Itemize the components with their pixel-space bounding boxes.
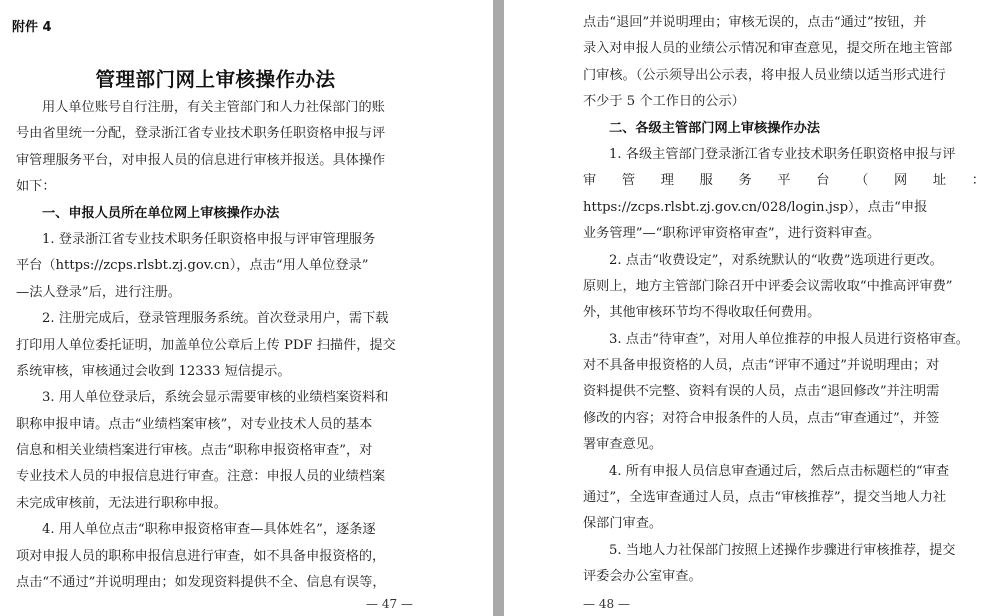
text-line: 点击“退回”并说明理由；审核无误的，点击“通过”按钮，并: [583, 15, 927, 30]
text-line: 修改的内容；对符合申报条件的人员，点击“审查通过”，并签: [583, 410, 940, 426]
text-char: 管: [621, 173, 636, 189]
text-line: 4. 用人单位点击“职称申报资格审查—具体姓名”，逐条逐: [42, 522, 376, 538]
text-line: 打印用人单位委托证明，加盖单位公章后上传 PDF 扫描件，提交: [16, 337, 396, 353]
text-line: 业务管理”—“职称评审资格审查”，进行资料审查。: [583, 226, 881, 242]
text-char: 务: [738, 173, 752, 189]
text-char: （: [855, 173, 869, 189]
text-line: 资料提供不完整、资料有误的人员，点击“退回修改”并注明需: [583, 384, 940, 400]
text-line: https://zcps.rlsbt.zj.gov.cn/028/login.jsp），点击“申报: [583, 199, 928, 215]
text-char: 平: [777, 173, 791, 189]
text-line: 号由省里统一分配，登录浙江省专业技术职务任职资格申报与评: [16, 126, 386, 142]
text-line: —法人登录”后，进行注册。: [16, 284, 181, 300]
text-line: 署审查意见。: [583, 437, 663, 453]
text-line: 2. 点击“收费设定”，对系统默认的“收费”选项进行更改。: [609, 252, 943, 268]
text-line: 对不具备申报资格的人员，点击“评审不通过”并说明理由；对: [583, 358, 940, 374]
document-page-right: [504, 0, 1005, 616]
page-gutter: [493, 0, 504, 616]
page-number: — 47 —: [366, 597, 413, 611]
text-line: 原则上，地方主管部门除召开中评委会议需收取“中推高评审费”: [583, 278, 953, 294]
text-line: 门审核。（公示须导出公示表，将申报人员业绩以适当形式进行: [583, 67, 946, 83]
text-line: 不少于 5 个工作日的公示）: [583, 94, 745, 110]
text-line: 审管理服务平台，对申报人员的信息进行审核并报送。具体操作: [16, 152, 386, 168]
section-heading: 一、申报人员所在单位网上审核操作办法: [42, 205, 280, 221]
document-title: 管理部门网上审核操作办法: [95, 68, 336, 91]
text-line: 1. 登录浙江省专业技术职务任职资格申报与评审管理服务: [42, 231, 376, 247]
text-line: 外，其他审核环节均不得收取任何费用。: [583, 305, 821, 321]
text-char: ：: [971, 173, 985, 189]
text-line: 1. 各级主管部门登录浙江省专业技术职务任职资格申报与评: [609, 146, 956, 162]
text-line: 系统审核，审核通过会收到 12333 短信提示。: [16, 363, 291, 379]
text-line: 专业技术人员的申报信息进行审查。注意：申报人员的业绩档案: [16, 469, 386, 485]
text-line: 平台（https://zcps.rlsbt.zj.gov.cn），点击“用人单位登录”: [16, 258, 369, 274]
text-char: 审: [583, 173, 597, 189]
text-line: 点击“不通过”并说明理由；如发现资料提供不全、信息有误等，: [16, 575, 386, 591]
text-char: 址: [932, 173, 947, 189]
text-line: 3. 点击“待审查”，对用人单位推荐的申报人员进行资格审查。: [609, 331, 969, 347]
body-text: [583, 10, 985, 591]
body-text: [16, 95, 418, 596]
text-line: 录入对申报人员的业绩公示情况和审查意见，提交所在地主管部: [583, 41, 953, 57]
text-line-justified: [583, 168, 985, 194]
text-line: 用人单位账号自行注册，有关主管部门和人力社保部门的账: [42, 100, 385, 115]
text-char: 网: [894, 173, 908, 189]
text-line: 保部门审查。: [583, 516, 663, 532]
text-line: 未完成审核前，无法进行职称申报。: [16, 495, 227, 511]
text-line: 2. 注册完成后，登录管理服务系统。首次登录用户，需下载: [42, 311, 389, 327]
page-number: — 48 —: [583, 597, 630, 611]
text-line: 如下：: [16, 179, 56, 195]
text-char: 服: [699, 173, 713, 189]
text-line: 职称申报申请。点击“业绩档案审核”，对专业技术人员的基本: [16, 416, 373, 432]
attachment-label: 附件 4: [12, 20, 52, 35]
text-line: 信息和相关业绩档案进行审核。点击“职称申报资格审查”，对: [16, 443, 373, 459]
text-line: 项对申报人员的职称申报信息进行审查，如不具备申报资格的，: [16, 548, 386, 564]
section-heading: 二、各级主管部门网上审核操作办法: [609, 120, 820, 136]
text-char: 台: [816, 173, 830, 189]
text-line: 5. 当地人力社保部门按照上述操作步骤进行审核推荐，提交: [609, 542, 956, 558]
document-page-left: [0, 0, 493, 616]
text-line: 3. 用人单位登录后，系统会显示需要审核的业绩档案资料和: [42, 390, 389, 406]
text-line: 评委会办公室审查。: [583, 569, 702, 585]
text-char: 理: [660, 173, 674, 189]
text-line: 4. 所有申报人员信息审查通过后，然后点击标题栏的“审查: [609, 463, 950, 479]
text-line: 通过”，全选审查通过人员，点击“审核推荐”，提交当地人力社: [583, 490, 947, 506]
